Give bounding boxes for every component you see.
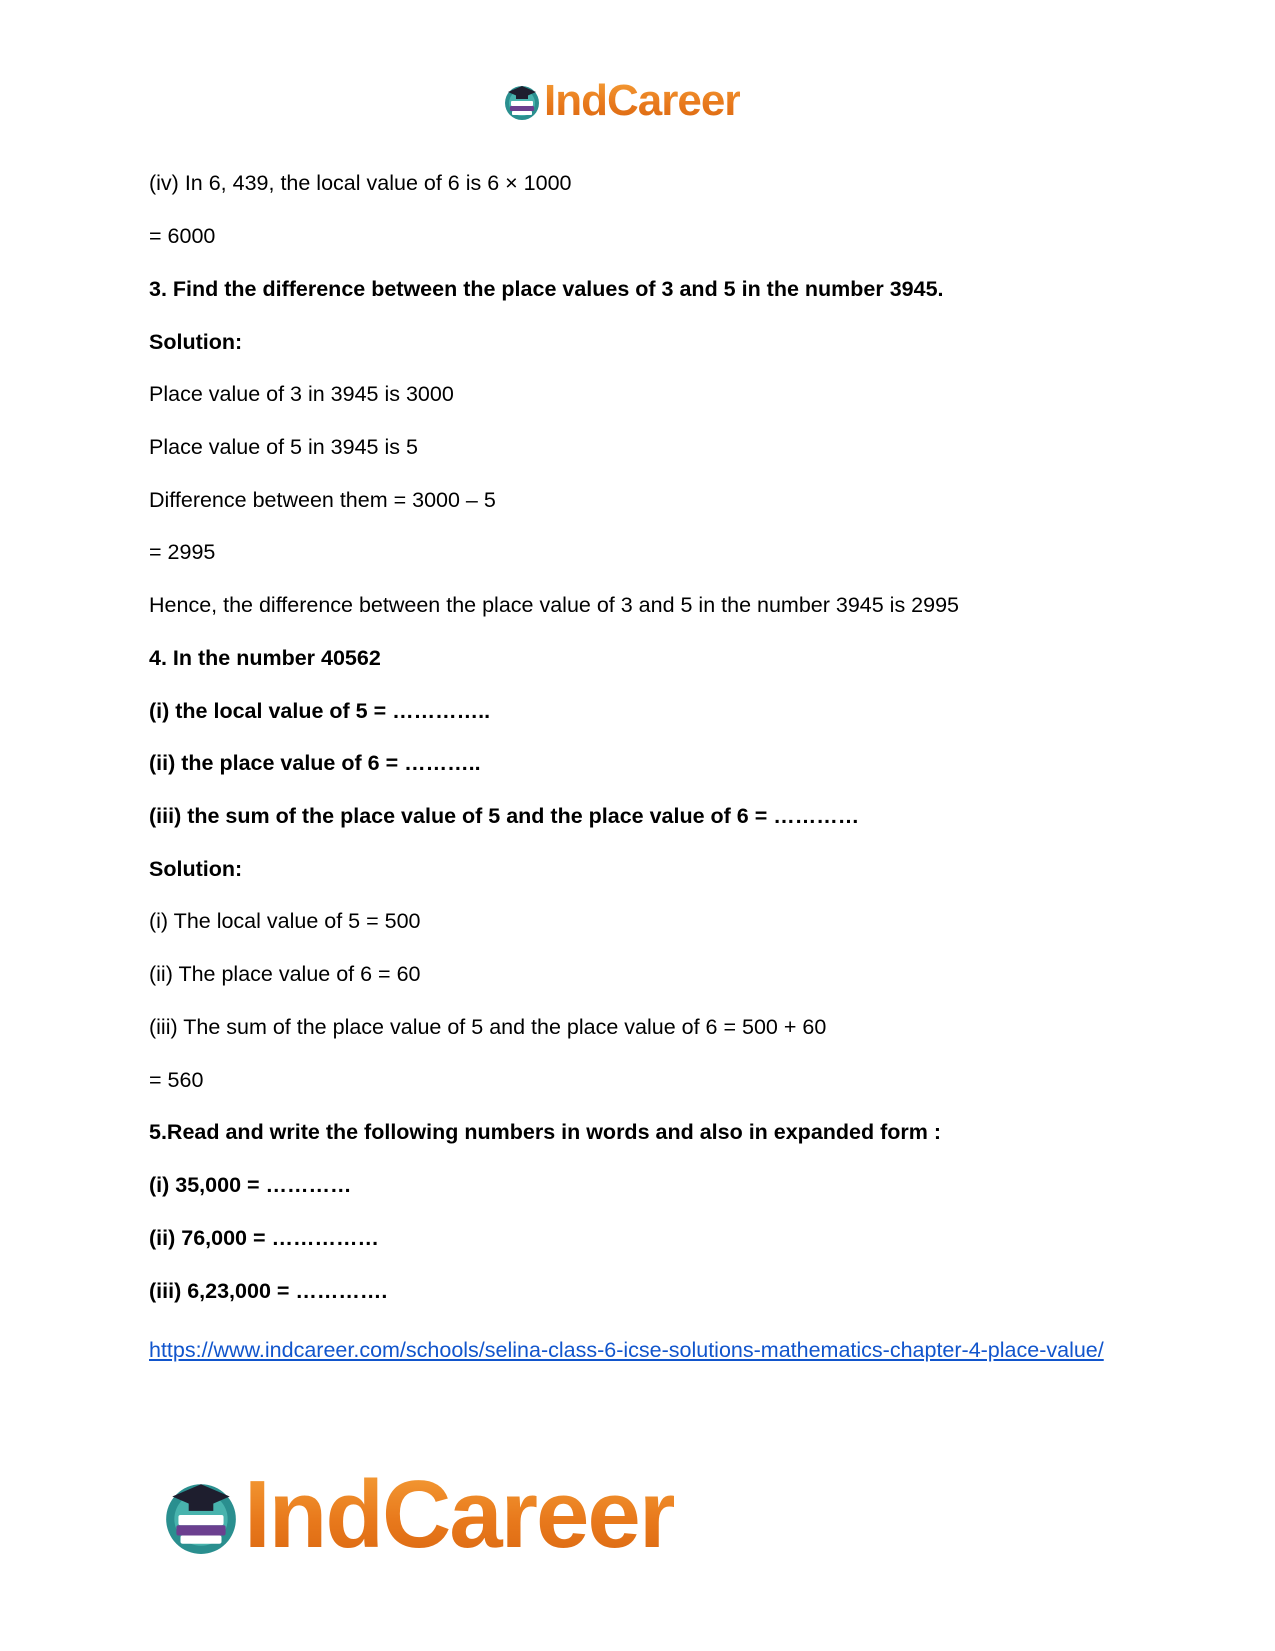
text-line: (iv) In 6, 439, the local value of 6 is 6 × 1000 [149,171,572,195]
text-line: Difference between them = 3000 – 5 [149,488,496,512]
text-line: (ii) The place value of 6 = 60 [149,962,421,986]
logo-brand-text: IndCareer [244,1461,675,1568]
text-line: (iii) The sum of the place value of 5 and the place value of 6 = 500 + 60 [149,1015,827,1039]
question-heading: 4. In the number 40562 [149,646,381,670]
text-line: (i) The local value of 5 = 500 [149,909,421,933]
question-item: (i) the local value of 5 = ………….. [149,699,491,723]
text-line: = 560 [149,1068,204,1092]
question-item: (ii) 76,000 = …………… [149,1226,380,1250]
question-item: (iii) 6,23,000 = …………. [149,1279,388,1303]
logo-bottom [160,1461,675,1568]
question-item: (iii) the sum of the place value of 5 and the place value of 6 = ………… [149,804,860,828]
text-line: Hence, the difference between the place value of 3 and 5 in the number 3945 is 2995 [149,593,960,617]
question-heading: 3. Find the difference between the place values of 3 and 5 in the number 3945. [149,277,944,301]
question-item: (ii) the place value of 6 = ……….. [149,751,481,775]
question-heading: 5.Read and write the following numbers in words and also in expanded form : [149,1120,942,1144]
graduation-cap-books-icon [502,81,542,121]
source-link[interactable]: https://www.indcareer.com/schools/selina-class-6-icse-solutions-mathematics-chapter-4-place-value/ [149,1338,1104,1362]
logo-brand-text: IndCareer [544,76,741,125]
graduation-cap-books-icon [160,1474,242,1556]
text-line: Place value of 5 in 3945 is 5 [149,435,418,459]
solution-label: Solution: [149,857,243,881]
question-item: (i) 35,000 = ………… [149,1173,352,1197]
logo-top [502,78,740,124]
text-line: = 2995 [149,540,216,564]
text-line: Place value of 3 in 3945 is 3000 [149,382,454,406]
text-line: = 6000 [149,224,216,248]
solution-label: Solution: [149,330,243,354]
